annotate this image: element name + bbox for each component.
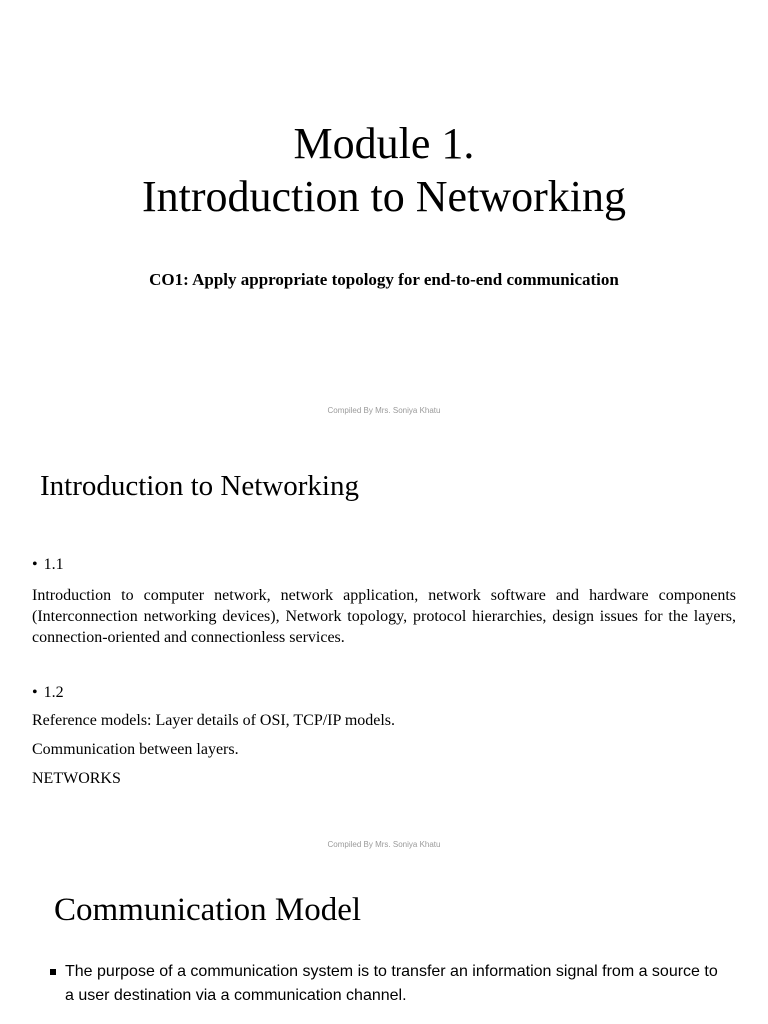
- bullet-dot-icon: •: [32, 556, 38, 573]
- bullet-line-reference-models: Reference models: Layer details of OSI, TCP/IP models.: [32, 712, 396, 729]
- bullet-number-1-2: [32, 684, 64, 702]
- bullet-line-communication-layers: Communication between layers.: [32, 741, 239, 758]
- bullet-text-1-1: Introduction to computer network, network application, network software and hardware components (Interconnection networking devices), Network topology, protocol hierarchies, design issues for the layers, connection-oriented and connectionless services.: [32, 587, 736, 646]
- slide-footer: Compiled By Mrs. Soniya Khatu: [327, 840, 441, 849]
- communication-model-slide: [0, 860, 768, 1024]
- square-bullet-icon: [50, 969, 56, 975]
- course-outcome: CO1: Apply appropriate topology for end-to-end communication: [149, 270, 619, 289]
- bullet-line-networks: NETWORKS: [32, 770, 121, 787]
- module-title: Module 1.: [293, 119, 475, 168]
- slide-title: Communication Model: [54, 892, 362, 928]
- module-subtitle-title: Introduction to Networking: [142, 172, 626, 221]
- slide-title: Introduction to Networking: [40, 470, 359, 502]
- slide-footer: Compiled By Mrs. Soniya Khatu: [327, 406, 441, 415]
- bullet-text: The purpose of a communication system is to transfer an information signal from a source to a user destination via a communication channel.: [65, 963, 718, 1004]
- list-item: [50, 960, 730, 1008]
- syllabus-slide: [0, 430, 768, 860]
- title-slide: [0, 0, 768, 430]
- bullet-number-1-1: [32, 556, 64, 574]
- bullet-number-label: 1.1: [43, 556, 64, 573]
- bullet-number-label: 1.2: [43, 684, 64, 701]
- bullet-dot-icon: •: [32, 684, 38, 701]
